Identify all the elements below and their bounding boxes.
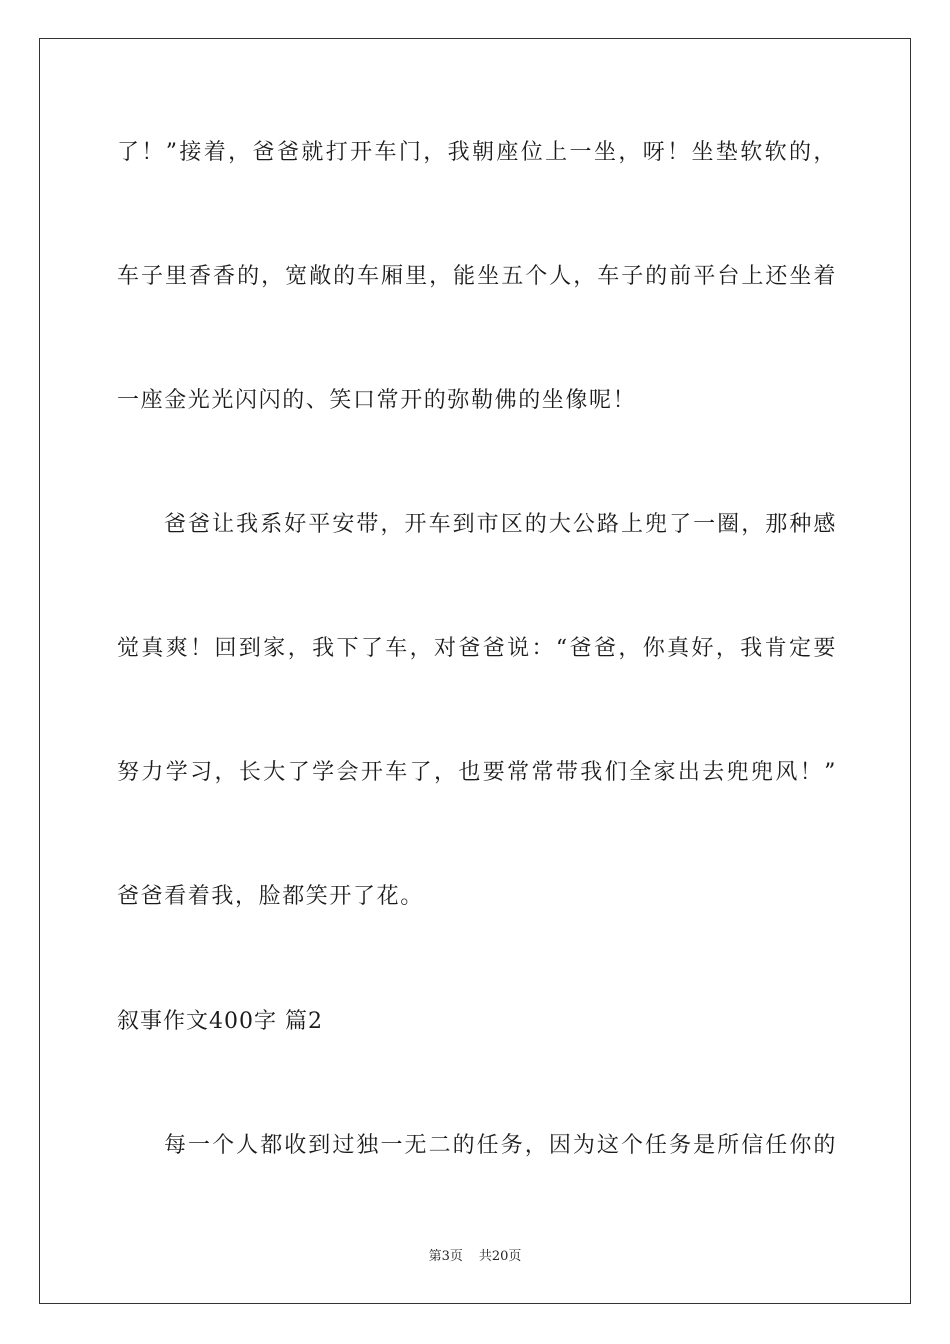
paragraph-line-6: 努力学习，长大了学会开车了，也要常常带我们全家出去兜兜风！” — [117, 760, 837, 785]
paragraph-line-8: 每一个人都收到过独一无二的任务，因为这个任务是所信任你的 — [164, 1133, 837, 1158]
page-footer — [0, 1248, 950, 1266]
paragraph-line-5: 觉真爽！回到家，我下了车，对爸爸说：“爸爸，你真好，我肯定要 — [117, 636, 837, 661]
paragraph-line-7: 爸爸看着我，脸都笑开了花。 — [117, 884, 424, 909]
paragraph-line-1: 了！”接着，爸爸就打开车门，我朝座位上一坐，呀！坐垫软软的， — [117, 140, 837, 165]
paragraph-line-4: 爸爸让我系好平安带，开车到市区的大公路上兜了一圈，那种感 — [164, 512, 837, 537]
page-border — [39, 38, 911, 1304]
page-number-current: 第3页 — [428, 1249, 463, 1264]
paragraph-line-2: 车子里香香的，宽敞的车厢里，能坐五个人，车子的前平台上还坐着 — [117, 264, 837, 289]
section-heading: 叙事作文400字 篇2 — [117, 1009, 323, 1034]
paragraph-line-3: 一座金光光闪闪的、笑口常开的弥勒佛的坐像呢！ — [117, 388, 637, 413]
page-number-total: 共20页 — [478, 1249, 522, 1264]
